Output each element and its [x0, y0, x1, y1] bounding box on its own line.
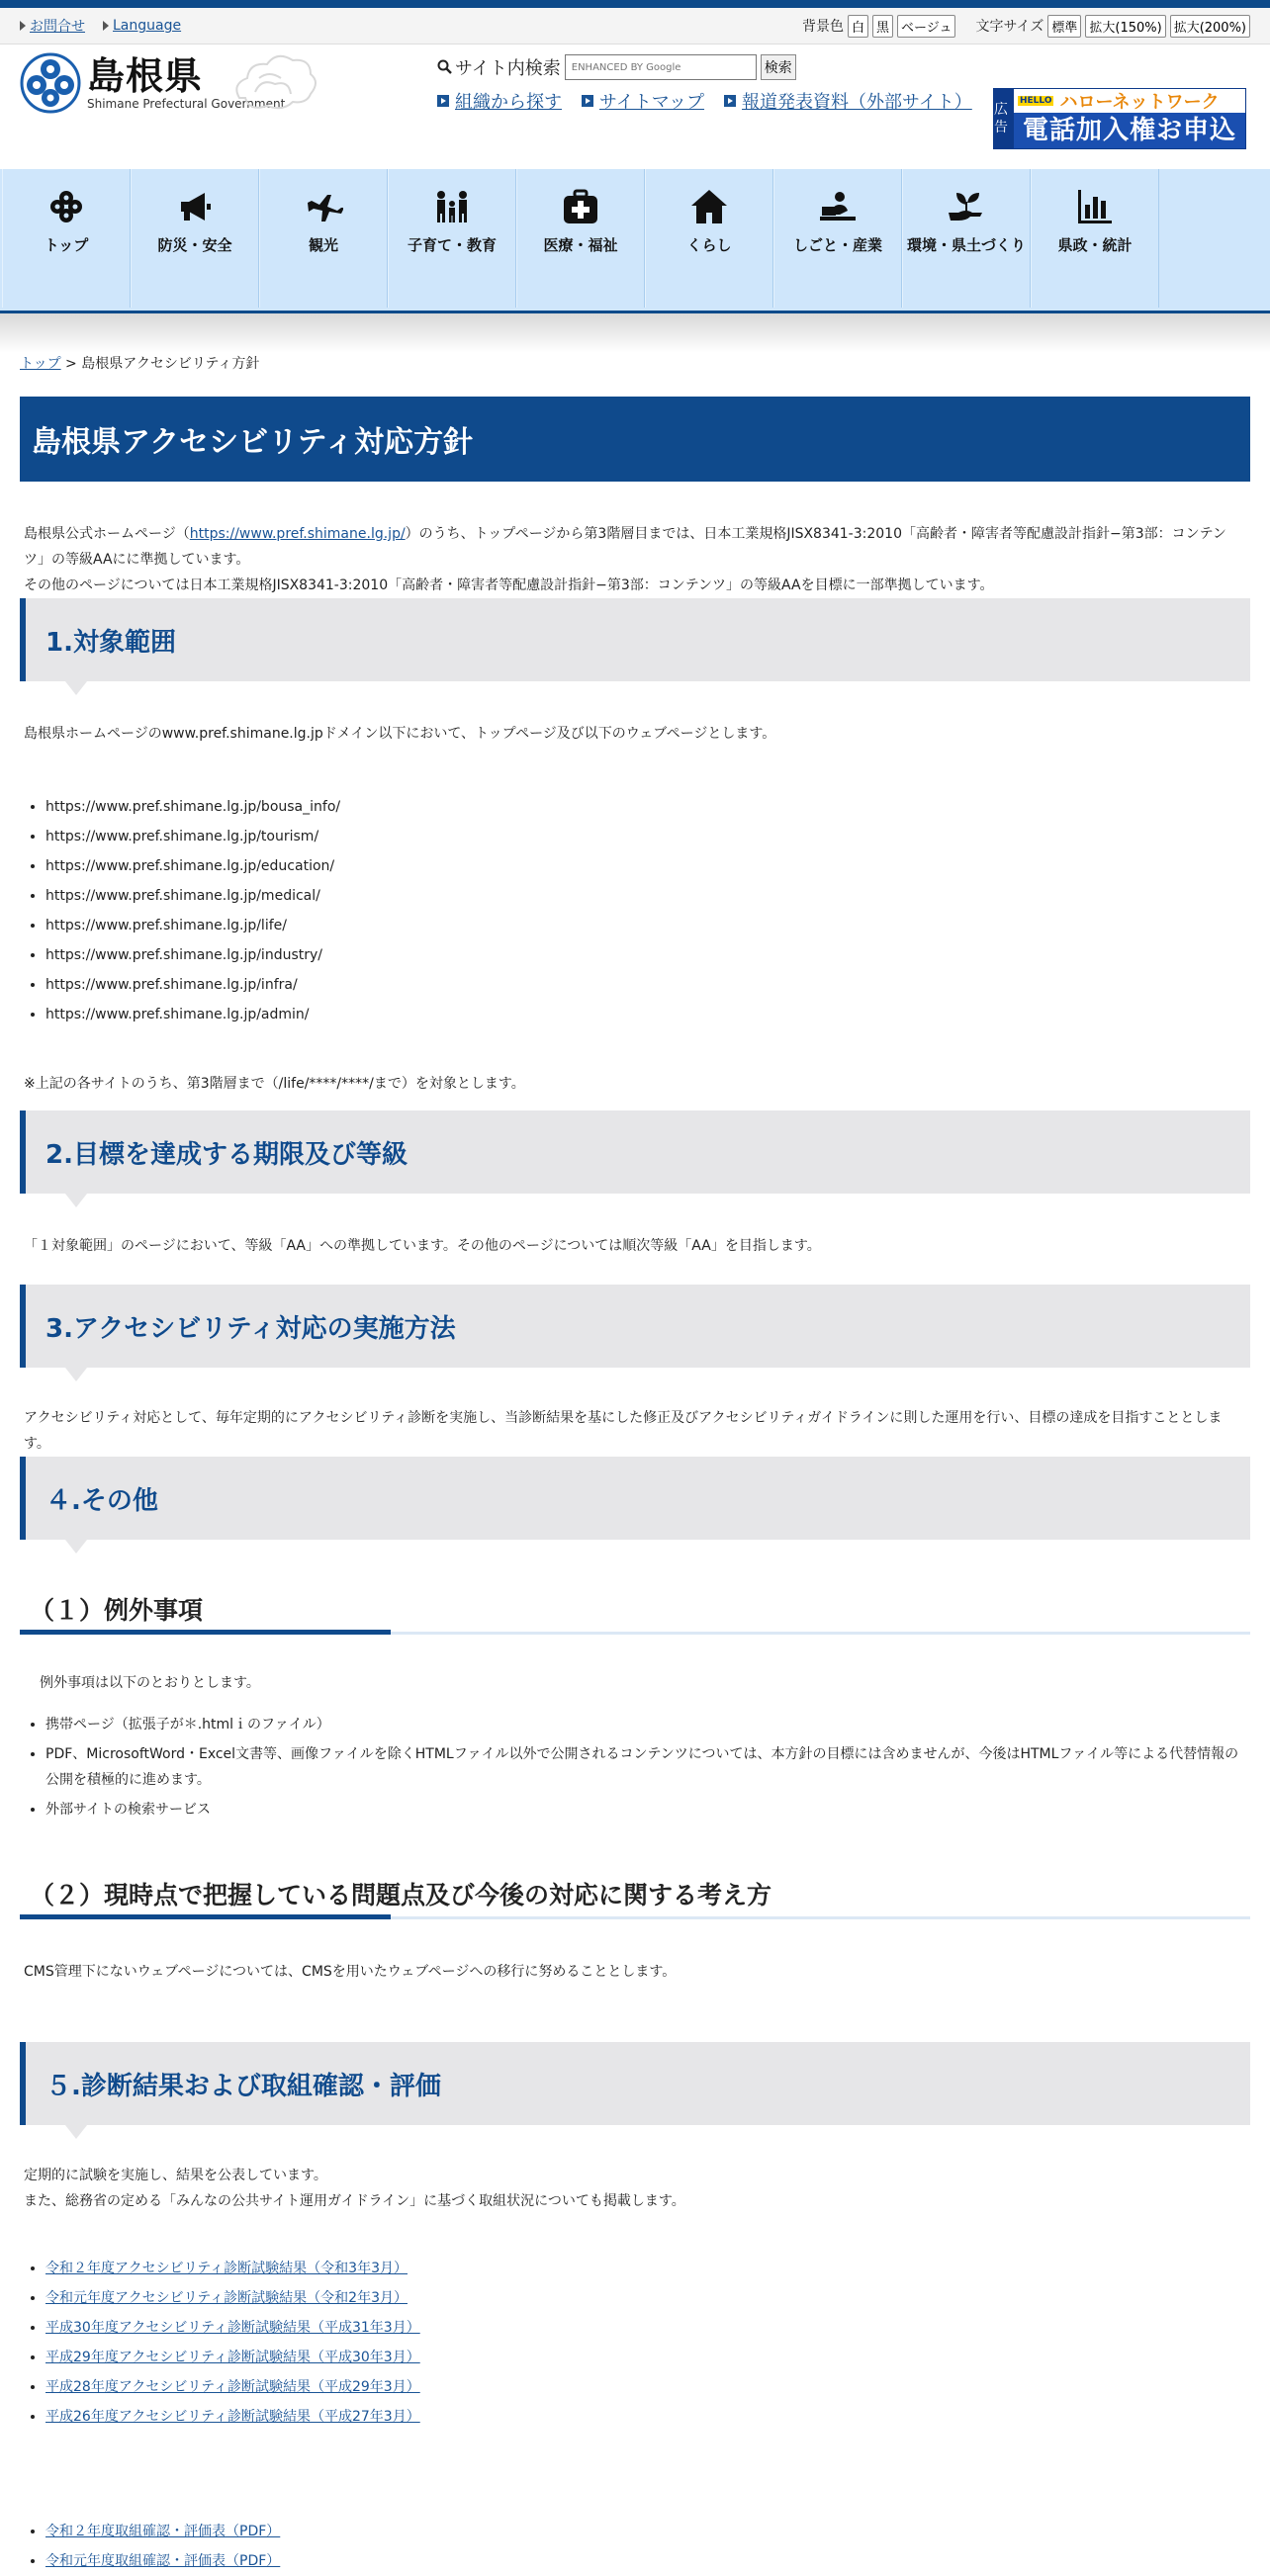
language-link-label: Language	[113, 18, 182, 34]
list-item	[45, 2254, 1250, 2283]
page-title: 島根県アクセシビリティ対応方針	[20, 397, 1250, 482]
ad-line1: ハローネットワーク	[1059, 92, 1220, 113]
nav-label: 子育て・教育	[407, 236, 497, 254]
ad-line2: 電話加入権お申込	[1022, 116, 1236, 145]
airplane-icon	[304, 187, 343, 226]
list-item: • https://www.pref.shimane.lg.jp/medical/	[45, 881, 1250, 911]
site-search-input[interactable]	[565, 54, 757, 80]
contact-link-label: お問合せ	[30, 19, 85, 35]
list-item	[45, 2546, 1250, 2576]
section-heading: 2.目標を達成する期限及び等級	[20, 1110, 1250, 1194]
intro-text-line2: その他のページについては日本工業規格JISX8341-3:2010「高齢者・障害者等配慮設計指針−第3部：コンテンツ」の等級AAを目標に一部準拠しています。	[24, 577, 994, 593]
contact-link[interactable]	[20, 16, 85, 36]
list-item: • https://www.pref.shimane.lg.jp/industry/	[45, 940, 1250, 970]
nav-item-disaster[interactable]	[131, 169, 259, 308]
intro-text-b: ）のうち、トップページから第3階層目までは、日本工業規格JISX8341-3:2010「高齢者・障害者等配慮設計指針−第3部：コンテンツ」の等級AAにに準拠しています。	[24, 526, 1226, 568]
cloud-decoration-icon	[229, 48, 318, 118]
global-nav	[0, 169, 1270, 313]
font-200-button[interactable]: 拡大(200%)	[1170, 15, 1250, 38]
nav-label: 医療・福祉	[543, 236, 618, 254]
triangle-icon	[103, 21, 109, 31]
evaluation-link[interactable]: 令和元年度取組確認・評価表（PDF）	[45, 2553, 281, 2569]
press-release-link-label: 報道発表資料（外部サイト）	[742, 92, 972, 113]
nav-item-work[interactable]	[773, 169, 902, 308]
nav-item-environment[interactable]	[902, 169, 1031, 308]
section-text	[20, 2163, 1250, 2214]
section-heading: ５.診断結果および取組確認・評価	[20, 2042, 1250, 2125]
list-item: • https://www.pref.shimane.lg.jp/life/	[45, 911, 1250, 940]
list-item	[45, 2372, 1250, 2402]
result-link[interactable]: 平成28年度アクセシビリティ診断試験結果（平成29年3月）	[45, 2379, 420, 2395]
breadcrumb-separator: >	[60, 356, 82, 372]
breadcrumb-top-link[interactable]: トップ	[20, 356, 61, 372]
bar-chart-icon	[1075, 187, 1115, 226]
nav-label: 防災・安全	[157, 236, 232, 254]
nav-item-top[interactable]	[2, 169, 131, 308]
utility-bar	[0, 8, 1270, 44]
font-standard-button[interactable]: 標準	[1047, 15, 1081, 38]
press-release-link[interactable]	[724, 88, 972, 114]
result-link[interactable]: 令和元年度アクセシビリティ診断試験結果（令和2年3月）	[45, 2290, 408, 2306]
search-button[interactable]: 検索	[761, 54, 796, 80]
list-item: • 外部サイトの検索サービス	[45, 1795, 1250, 1824]
subsection-heading: （２）現時点で把握している問題点及び今後の対応に関する考え方	[20, 1870, 1250, 1919]
nav-shadow	[0, 313, 1270, 353]
list-item: • PDF、MicrosoftWord・Excel文書等、画像ファイルを除くHTMLファイル以外で公開されるコンテンツについては、本方針の目標には含めませんが、今後はHTMLファイル等による代替情報の公開を積極的に進めます。	[45, 1739, 1250, 1795]
target-url-list	[20, 792, 1250, 1029]
search-icon	[437, 59, 453, 75]
font-size-label: 文字サイズ	[975, 19, 1044, 35]
list-item: • https://www.pref.shimane.lg.jp/bousa_info/	[45, 792, 1250, 822]
list-item	[45, 2283, 1250, 2313]
list-item	[45, 2343, 1250, 2372]
site-header	[0, 44, 1270, 145]
nav-label: トップ	[44, 236, 89, 254]
family-icon	[432, 187, 472, 226]
sitemap-link[interactable]	[582, 88, 704, 114]
arrow-icon	[437, 95, 449, 107]
font-150-button[interactable]: 拡大(150%)	[1085, 15, 1165, 38]
org-search-link[interactable]	[437, 88, 562, 114]
site-search-label: サイト内検索	[455, 58, 561, 79]
medical-kit-icon	[561, 187, 600, 226]
list-item	[45, 2517, 1250, 2546]
logo-subtitle: Shimane Prefectural Government	[87, 97, 286, 111]
nav-item-childcare[interactable]	[388, 169, 516, 308]
ad-tag: 広告	[994, 89, 1014, 148]
main-content	[0, 353, 1270, 2576]
megaphone-icon	[175, 187, 215, 226]
prefecture-emblem-icon	[20, 52, 81, 114]
nav-label: 県政・統計	[1057, 236, 1133, 254]
list-item	[45, 2402, 1250, 2432]
nav-item-tourism[interactable]	[259, 169, 388, 308]
breadcrumb-current: 島根県アクセシビリティ方針	[81, 356, 260, 372]
language-link[interactable]	[103, 16, 181, 36]
arrow-icon	[582, 95, 593, 107]
result-link[interactable]: 平成26年度アクセシビリティ診断試験結果（平成27年3月）	[45, 2409, 420, 2425]
result-link[interactable]: 平成29年度アクセシビリティ診断試験結果（平成30年3月）	[45, 2350, 420, 2365]
intro-text	[20, 521, 1250, 598]
house-icon	[689, 187, 729, 226]
section-heading: 3.アクセシビリティ対応の実施方法	[20, 1285, 1250, 1368]
section-text: アクセシビリティ対応として、毎年定期的にアクセシビリティ診断を実施し、当診断結果を基にした修正及びアクセシビリティガイドラインに則した運用を行い、目標の達成を目指すこととします。	[24, 1410, 1223, 1452]
subsection-text: CMS管理下にないウェブページについては、CMSを用いたウェブページへの移行に努めることとします。	[24, 1964, 677, 1980]
list-item: • https://www.pref.shimane.lg.jp/admin/	[45, 1000, 1250, 1029]
subsection-heading: （１）例外事項	[20, 1585, 1250, 1635]
bg-beige-button[interactable]: ベージュ	[897, 15, 955, 38]
section-note: ※上記の各サイトのうち、第3階層まで（/life/****/****/まで）を対象とします。	[24, 1076, 525, 1092]
breadcrumb	[20, 353, 1250, 373]
nav-item-politics[interactable]	[1031, 169, 1159, 308]
advertisement-banner[interactable]	[993, 88, 1246, 149]
ad-hello: HELLO	[1020, 96, 1052, 106]
triangle-icon	[20, 21, 26, 31]
section-heading: 1.対象範囲	[20, 598, 1250, 681]
result-link[interactable]: 令和２年度アクセシビリティ診断試験結果（令和3年3月）	[45, 2261, 408, 2276]
plant-hand-icon	[947, 187, 986, 226]
list-item: • https://www.pref.shimane.lg.jp/tourism/	[45, 822, 1250, 851]
subsection-text: 例外事項は以下のとおりとします。	[40, 1675, 260, 1691]
nav-label: しごと・産業	[792, 236, 882, 254]
exception-list	[20, 1710, 1250, 1824]
sitemap-link-label: サイトマップ	[599, 92, 705, 113]
top-icon	[46, 187, 86, 226]
section-text: 島根県ホームページのwww.pref.shimane.lg.jpドメイン以下において、トップページ及び以下のウェブページとします。	[24, 726, 776, 742]
evaluation-link[interactable]: 令和２年度取組確認・評価表（PDF）	[45, 2524, 281, 2539]
list-item: • 携帯ページ（拡張子が＊.htmlｉのファイル）	[45, 1710, 1250, 1739]
org-search-link-label: 組織から探す	[455, 92, 562, 113]
results-list	[20, 2254, 1250, 2432]
section-heading: ４.その他	[20, 1457, 1250, 1540]
top-stripe	[0, 0, 1270, 8]
nav-label: 観光	[308, 236, 338, 254]
bg-color-label: 背景色	[801, 19, 844, 35]
bg-white-button[interactable]: 白	[848, 15, 868, 38]
nav-item-medical[interactable]	[516, 169, 645, 308]
worker-icon	[818, 187, 858, 226]
nav-label: くらし	[686, 236, 732, 254]
list-item: • https://www.pref.shimane.lg.jp/infra/	[45, 970, 1250, 1000]
pref-homepage-link[interactable]: https://www.pref.shimane.lg.jp/	[189, 526, 406, 542]
result-link[interactable]: 平成30年度アクセシビリティ診断試験結果（平成31年3月）	[45, 2320, 420, 2336]
bg-black-button[interactable]: 黒	[872, 15, 893, 38]
arrow-icon	[724, 95, 736, 107]
evaluation-list	[20, 2517, 1250, 2576]
section-text: 「１対象範囲」のページにおいて、等級「AA」への準拠しています。その他のページについては順次等級「AA」を目指します。	[24, 1238, 821, 1254]
section-text-line1: 定期的に試験を実施し、結果を公表しています。	[24, 2168, 327, 2183]
nav-item-life[interactable]	[645, 169, 773, 308]
section-text-line2: また、総務省の定める「みんなの公共サイト運用ガイドライン」に基づく取組状況についても掲載します。	[24, 2193, 685, 2209]
list-item: • https://www.pref.shimane.lg.jp/education/	[45, 851, 1250, 881]
intro-text-a: 島根県公式ホームページ（	[24, 526, 190, 542]
logo-title: 島根県	[87, 54, 204, 98]
nav-label: 環境・県土づくり	[906, 236, 1026, 254]
list-item	[45, 2313, 1250, 2343]
